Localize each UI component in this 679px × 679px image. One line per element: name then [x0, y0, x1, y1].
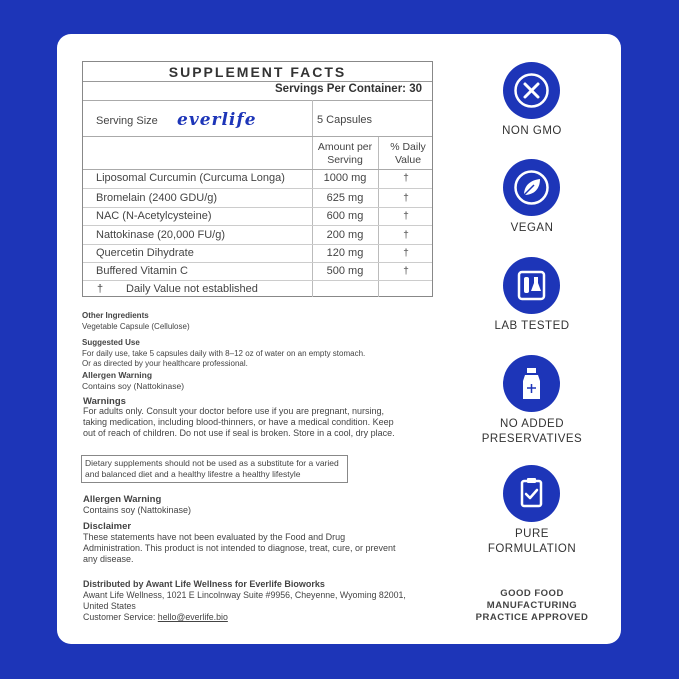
ingredient-name: Bromelain (2400 GDU/g)	[96, 192, 218, 204]
suggested-use-line: For daily use, take 5 capsules daily with 8–12 oz of water on an empty stomach.	[82, 348, 366, 358]
badge-label: VEGAN	[510, 222, 554, 234]
divider	[83, 169, 432, 170]
allergen-warning	[82, 370, 184, 391]
footnote-mark: †	[97, 283, 104, 295]
divider	[83, 225, 432, 226]
ingredient-amount: 120 mg	[326, 247, 364, 259]
gmp-line: PRACTICE APPROVED	[475, 612, 589, 623]
divider	[83, 136, 432, 137]
warnings-line: For adults only. Consult your doctor before use if you are pregnant, nursing,	[83, 406, 384, 416]
divider	[83, 244, 432, 245]
ingredient-dv: †	[403, 266, 409, 277]
suggested-use-title: Suggested Use	[82, 338, 140, 347]
bottle-icon	[503, 355, 560, 412]
flask-icon	[503, 257, 560, 314]
note-line: and balanced diet and a healthy lifestre a healthy lifestyle	[85, 469, 301, 479]
badge-label	[462, 417, 602, 447]
leaf-icon	[503, 159, 560, 216]
other-ingredients-text: Vegetable Capsule (Cellulose)	[82, 321, 190, 331]
ingredient-amount: 500 mg	[326, 265, 364, 277]
amount-header: Amount per Serving	[317, 141, 373, 166]
x-icon	[503, 62, 560, 119]
ingredient-name: NAC (N-Acetylcysteine)	[96, 210, 212, 222]
ingredient-dv: †	[403, 248, 409, 259]
gmp-approved-text	[462, 588, 602, 624]
divider	[83, 280, 432, 281]
everlife-logo: everlife	[177, 110, 257, 130]
divider	[83, 81, 432, 82]
gmp-line: MANUFACTURING	[486, 600, 578, 611]
gmp-line: GOOD FOOD	[500, 588, 564, 599]
distributor-country: United States	[83, 601, 136, 611]
warnings-title: Warnings	[83, 396, 126, 407]
badge-label	[462, 527, 602, 557]
footnote-text: Daily Value not established	[126, 283, 258, 295]
disclaimer-line: These statements have not been evaluated by the Food and Drug	[83, 532, 346, 542]
customer-service	[83, 612, 406, 623]
warnings-line: taking medication, including blood-thinners, or have a medical condition. Keep	[83, 417, 394, 427]
allergen-warning-text: Contains soy (Nattokinase)	[83, 505, 192, 515]
distributor-title: Distributed by Awant Life Wellness for Everlife Bioworks	[83, 579, 325, 589]
disclaimer-text	[83, 532, 396, 565]
warnings-line: out of reach of children. Do not use if seal is broken. Store in a cool, dry place.	[83, 428, 395, 438]
badge-label-line: PURE	[515, 528, 549, 540]
pure-formulation-badge	[503, 465, 560, 522]
badge-label-line: PRESERVATIVES	[481, 433, 583, 445]
divider	[83, 207, 432, 208]
servings-per-container: Servings Per Container: 30	[275, 83, 422, 95]
lab-tested-badge	[503, 257, 560, 314]
note-line: Dietary supplements should not be used as a substitute for a varied	[85, 458, 339, 468]
badge-label: NON GMO	[502, 125, 562, 137]
non-gmo-badge	[503, 62, 560, 119]
divider	[83, 262, 432, 263]
divider	[83, 188, 432, 189]
disclaimer-line: Administration. This product is not intended to diagnose, treat, cure, or prevent	[83, 543, 396, 553]
suggested-use	[82, 338, 365, 370]
customer-service-label: Customer Service:	[83, 612, 158, 622]
distributor-address: Awant Life Wellness, 1021 E Lincolnway Suite #9956, Cheyenne, Wyoming 82001,	[83, 590, 406, 600]
badge-label: LAB TESTED	[494, 320, 570, 332]
daily-value-header: % Daily Value	[390, 141, 426, 166]
ingredient-amount: 200 mg	[326, 229, 364, 241]
customer-service-email[interactable]: hello@everlife.bio	[157, 612, 228, 622]
ingredient-name: Nattokinase (20,000 FU/g)	[96, 229, 226, 241]
ingredient-dv: †	[403, 230, 409, 241]
ingredient-name: Liposomal Curcumin (Curcuma Longa)	[96, 172, 285, 184]
allergen-warning-title: Allergen Warning	[83, 494, 162, 505]
ingredient-name: Quercetin Dihydrate	[96, 247, 194, 259]
suggested-use-line: Or as directed by your healthcare professional.	[82, 359, 248, 368]
clipboard-check-icon	[503, 465, 560, 522]
no-preservatives-badge	[503, 355, 560, 412]
ingredient-amount: 600 mg	[326, 210, 364, 222]
serving-size-value: 5 Capsules	[317, 114, 373, 126]
other-ingredients	[82, 311, 190, 332]
allergen-warning-text: Contains soy (Nattokinase)	[82, 380, 185, 391]
serving-size-label: Serving Size	[96, 115, 158, 127]
disclaimer-line: any disease.	[83, 554, 134, 564]
badge-label-line: NO ADDED	[499, 418, 565, 430]
distributor-text	[83, 590, 406, 623]
disclaimer-title: Disclaimer	[83, 521, 132, 532]
ingredient-name: Buffered Vitamin C	[96, 265, 188, 277]
warnings-text	[83, 406, 395, 439]
vegan-badge	[503, 159, 560, 216]
ingredient-amount: 625 mg	[326, 192, 364, 204]
supplement-facts-table	[82, 61, 433, 297]
other-ingredients-title: Other Ingredients	[82, 311, 149, 320]
ingredient-amount: 1000 mg	[323, 172, 367, 184]
badge-label-line: FORMULATION	[487, 543, 577, 555]
ingredient-dv: †	[403, 193, 409, 204]
ingredient-dv: †	[403, 173, 409, 184]
facts-title: SUPPLEMENT FACTS	[168, 64, 347, 80]
dietary-note-box	[81, 455, 348, 483]
ingredient-dv: †	[403, 211, 409, 222]
divider	[83, 100, 432, 101]
allergen-warning-title: Allergen Warning	[82, 370, 153, 380]
